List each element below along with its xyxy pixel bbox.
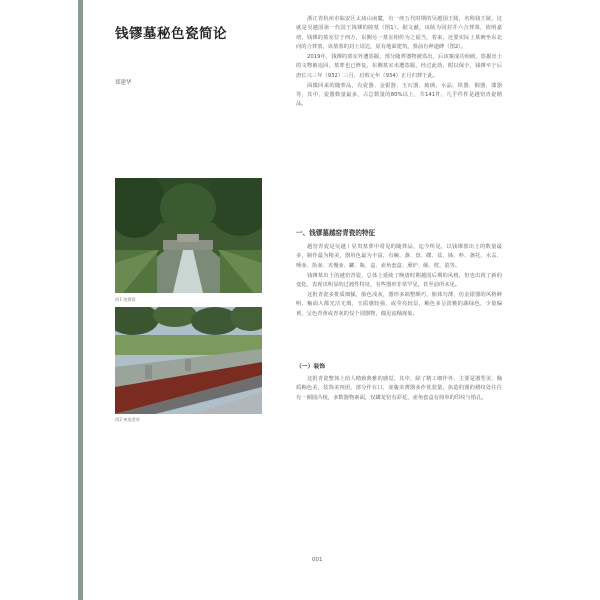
figure-2-caption: 图2 神道遗迹: [115, 417, 140, 422]
figure-1-caption: 图1 钱镠墓: [115, 297, 136, 302]
figure-2-image: [115, 307, 262, 414]
subsection-text-block: [296, 375, 502, 404]
article-title: 钱镠墓秘色瓷简论: [115, 26, 227, 42]
section-heading: 一、钱镠墓越窑青瓷的特征: [296, 229, 376, 237]
page-number: 001: [312, 557, 323, 563]
body-paragraph: 这批青瓷整体上给人精致典雅的感觉，其中，除了精工细作外，主要是器型美、釉质釉色美，装饰美四团，部分作在口，壶腹美薄器多作优装量，执造的器的褶纹处往往有一圈圆凸棱，多数器物素面，仅罐龙窑有彩花，壶角套盒有简单的印纹与错孔。: [296, 376, 502, 401]
section-text-block: [296, 243, 502, 319]
body-paragraph: 这批青瓷多批质细腻，胎色浅灰，器形多端整颇巧，胎体匀薄，仿金银器的风格鲜明，釉面大都光洁无瑕，玉质感较强，或莹亮较层，釉色多呈淡雅的湖绿色，少量偏黄，呈色青黄或青灰的仅个别器物，偶见流釉现象。: [296, 291, 502, 317]
intro-text-block: [296, 15, 502, 110]
subsection-heading: （一）装饰: [296, 364, 325, 370]
spirit-way-illustration: [115, 307, 262, 414]
body-paragraph: 越窑青瓷是吴越丨显贵墓葬中常见的随葬品，迄今所见，以钱镠墓出土的数量最多，制作最为精美，器用色最为丰富，有碗、盏、盘、碟、盆、钵、杯、盏托、水盂、唾壶、执壶、夹慢壶、罐、瓶、盒、壶角套盒、熏炉、砚、枕、瓷等。: [296, 244, 502, 269]
body-paragraph: 钱镠墓出土的越窑青瓷，总体上延续了晚唐时期越国后期的风格，但也出现了新的变化，表现出明显的过渡性特征，有些器形非常罕见，甚至前所未见。: [296, 272, 502, 289]
article-author: 郑建华: [115, 80, 132, 86]
tomb-courtyard-illustration: [115, 178, 262, 293]
figure-1-image: [115, 178, 262, 293]
body-paragraph: 面微回来的随葬品，有瓷器、金银器、玉石器、琉璃、水晶、铁器、铜器、漆器等，其中，瓷器数量最多，占总数量的80%以上，共141件，几乎件件是越窑青瓷精品。: [296, 82, 502, 108]
body-paragraph: 2019年，钱镠的墓室外遭盗掘，部分随葬器物被盗出，后该案成功侦破，盗掘出土的文物被追回，墓葬也已修复，东侧墓室未遭盗掘，经过此劫，附以保全，钱镠卒于后唐长兴三年（932）三月，启殡元年（934）正月归葬于此。: [296, 54, 502, 79]
page-margin-bar: [78, 0, 83, 600]
body-paragraph: 浙江省杭州市临安区太庙山南麓，有一座五代时期的吴越国王陵，名称钱王陵，这就是吴越国第一代国王钱镠的陵墓（图1）。据文献，该陵为同封井六合葬墓，依明嘉靖，钱镠的墓室位于西方，东侧另一墓室相传为之福当，着来，还要实际上墓碑坐东北向的合葬墓，该墓墓的封土周边，原有地面建筑，墓前有神道碑（图2）。: [296, 16, 502, 51]
